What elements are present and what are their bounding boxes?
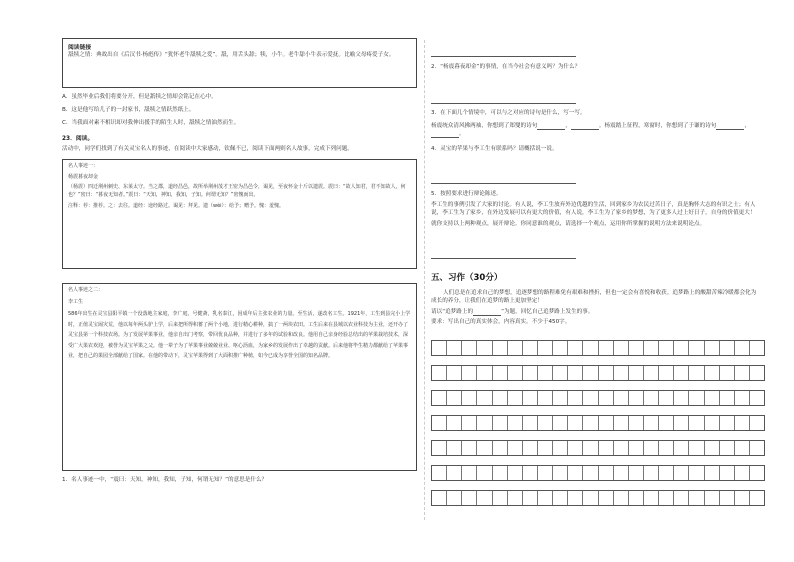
grid-cell[interactable] — [599, 391, 614, 405]
grid-cell[interactable] — [735, 491, 750, 505]
story1-body: （杨震）四迁荆州刺史、东莱太守。当之郡，道经昌邑，故所举荆州茂才王密为昌邑令，谒见，至夜怀金十斤以遗震。震曰：“故人知君，君不知故人，何也？”密曰：“暮夜无知者。”震曰：“天知，神知，我知，子知。何谓无知？”密愧而出。 — [68, 184, 406, 198]
right-column — [431, 38, 761, 326]
grid-cell[interactable] — [462, 416, 477, 430]
story1-box — [62, 159, 417, 269]
grid-cell[interactable] — [674, 416, 689, 430]
grid-cell[interactable] — [508, 341, 523, 355]
grid-cell[interactable] — [508, 441, 523, 455]
story2-label: 名人事迹之二： — [68, 287, 104, 293]
grid-cell[interactable] — [447, 391, 462, 405]
grid-cell[interactable] — [523, 491, 538, 505]
q3-comma-2: ， — [744, 123, 750, 129]
grid-cell[interactable] — [659, 491, 674, 505]
grid-cell[interactable] — [477, 491, 492, 505]
grid-cell[interactable] — [538, 366, 553, 380]
grid-cell[interactable] — [750, 416, 764, 430]
grid-cell[interactable] — [599, 441, 614, 455]
comp-title-blank[interactable] — [473, 309, 501, 316]
grid-cell[interactable] — [689, 491, 704, 505]
grid-cell[interactable] — [705, 341, 720, 355]
answer-line-1[interactable] — [431, 38, 761, 57]
grid-cell[interactable] — [599, 466, 614, 480]
grid-cell[interactable] — [720, 491, 735, 505]
grid-cell[interactable] — [523, 366, 538, 380]
grid-cell[interactable] — [750, 341, 764, 355]
grid-cell[interactable] — [432, 341, 447, 355]
grid-cell[interactable] — [568, 341, 583, 355]
grid-cell[interactable] — [568, 366, 583, 380]
grid-cell[interactable] — [462, 491, 477, 505]
grid-cell[interactable] — [432, 491, 447, 505]
question5-text: 李工生的事例引发了大家的讨论。有人说，李工生放弃外边优越的生活，回到家乡为农民过苦日子，真是胸怀大志的有识之士；有人说，李工生为了家乡，在外边发展可以有更大的价值，有人说，李工生为了家乡的梦想，为了更多人过上好日子，自身的价值更大！ — [431, 202, 756, 216]
grid-cell[interactable] — [583, 391, 598, 405]
grid-cell[interactable] — [674, 466, 689, 480]
grid-cell[interactable] — [432, 391, 447, 405]
grid-cell[interactable] — [477, 441, 492, 455]
grid-cell[interactable] — [614, 466, 629, 480]
grid-row[interactable] — [431, 490, 765, 506]
grid-cell[interactable] — [659, 341, 674, 355]
question3-scenario — [431, 122, 761, 138]
composition-intro: 人们总是在追求自己的梦想，追逐梦想的路程难免有艰难和挫折，但也一定会有喜悦和收获。追梦路上的酸甜苦辣冷暖都会化为成长的养分，让我们在追梦的路上更加坚定！ — [431, 290, 757, 304]
grid-cell[interactable] — [538, 416, 553, 430]
grid-cell[interactable] — [644, 341, 659, 355]
grid-cell[interactable] — [583, 441, 598, 455]
grid-cell[interactable] — [705, 391, 720, 405]
grid-cell[interactable] — [750, 466, 764, 480]
grid-row[interactable] — [431, 440, 765, 456]
grid-cell[interactable] — [508, 491, 523, 505]
grid-cell[interactable] — [644, 466, 659, 480]
grid-cell[interactable] — [493, 466, 508, 480]
grid-cell[interactable] — [583, 416, 598, 430]
story2-body: 586年出生在灵宝县阳平镇一个没落地主家庭，李广庭，号健斋，乳名泰江，因成年后主张农业的力量。至生活，遂改名工生。1921年，工生到县完小上学时，正值灵宝闹灾荒，他以每年两头驴上学，后来把所得积蓄了两个小地，进行精心耕种，搞了一两块农田。工生后来在县城以农业科技为主业，还开办了灵宝县第一个科技农场。为了发展苹果事业，他亲自出门考察，带回优良品种，并进行了多年的试验和改良。他用自己亲身经验总结出的苹果栽培技术，深受广大果农欢迎，被誉为灵宝苹果之父。他一辈子为了苹果事业兢兢业业、呕心沥血，为家乡的发展作出了卓越的贡献。后来他将毕生精力都献给了苹果事业，把自己的果园全部献给了国家。在他的带动下，灵宝苹果得到了大面积推广种植，如今已成为享誉全国的知名品牌。 — [68, 311, 411, 359]
q3-period: 。 — [459, 131, 465, 137]
composition-requirements: 要求：写出自己的真实体会，内容真实。不少于450字。 — [431, 319, 571, 325]
grid-cell[interactable] — [644, 366, 659, 380]
grid-cell[interactable] — [553, 366, 568, 380]
grid-cell[interactable] — [462, 341, 477, 355]
grid-cell[interactable] — [750, 491, 764, 505]
grid-cell[interactable] — [538, 341, 553, 355]
reading-link-box — [62, 38, 417, 88]
grid-cell[interactable] — [447, 416, 462, 430]
grid-cell[interactable] — [553, 491, 568, 505]
question2: 2．“杨震暮夜却金”的事情，在当今社会有意义吗？为什么？ — [431, 64, 581, 70]
grid-cell[interactable] — [659, 466, 674, 480]
grid-row[interactable] — [431, 340, 765, 356]
grid-cell[interactable] — [447, 441, 462, 455]
q23-intro: 活动中，同学们找到了有关灵宝名人的事迹，在阅读中大家感动，钦佩不已，阅读下面两则名人故事，完成下列问题。 — [62, 146, 353, 152]
grid-cell[interactable] — [720, 341, 735, 355]
grid-cell[interactable] — [523, 341, 538, 355]
grid-cell[interactable] — [493, 366, 508, 380]
grid-cell[interactable] — [659, 391, 674, 405]
grid-cell[interactable] — [599, 341, 614, 355]
question5: 5．按照要求进行辩论陈述。 — [431, 191, 502, 197]
question4: 4．灵宝的苹果与李工生有联系吗？请概括说一说。 — [431, 146, 558, 152]
grid-cell[interactable] — [493, 341, 508, 355]
grid-cell[interactable] — [659, 441, 674, 455]
question3: 3．在下面几个情境中，可以与之对应的诗句是什么，写一写。 — [431, 110, 586, 116]
grid-cell[interactable] — [538, 491, 553, 505]
grid-cell[interactable] — [477, 466, 492, 480]
grid-cell[interactable] — [629, 366, 644, 380]
grid-cell[interactable] — [553, 341, 568, 355]
grid-cell[interactable] — [659, 366, 674, 380]
grid-cell[interactable] — [720, 366, 735, 380]
grid-cell[interactable] — [583, 366, 598, 380]
grid-cell[interactable] — [477, 341, 492, 355]
grid-cell[interactable] — [689, 466, 704, 480]
grid-cell[interactable] — [462, 441, 477, 455]
story1-title: 杨震暮夜却金 — [68, 173, 99, 180]
grid-cell[interactable] — [462, 466, 477, 480]
story1-label: 名人事迹一： — [68, 163, 99, 169]
grid-cell[interactable] — [629, 491, 644, 505]
comp-task-suffix: ”为题，回忆自己追梦路上发生的事。 — [501, 309, 594, 315]
grid-cell[interactable] — [523, 416, 538, 430]
grid-cell[interactable] — [705, 441, 720, 455]
grid-cell[interactable] — [614, 366, 629, 380]
q23-title: 23．阅读。 — [62, 136, 94, 142]
q3-blank-1[interactable] — [537, 123, 565, 130]
grid-cell[interactable] — [447, 341, 462, 355]
grid-cell[interactable] — [629, 466, 644, 480]
grid-cell[interactable] — [568, 391, 583, 405]
reading-link-text: 舐犊之情：典故出自《后汉书·杨彪传》“犹怀老牛舐犊之爱”。舐，用舌头舔；犊，小牛。老牛舔小牛表示爱抚。比喻父母疼爱子女。 — [68, 52, 395, 58]
grid-cell[interactable] — [553, 466, 568, 480]
section5-title: 五、习作（30分） — [431, 273, 503, 283]
question5-task: 就你支持以上两种观点，展开辩论。你同意谁的观点，请选择一个观点，运用你所掌握的说明方法来说明论点。 — [431, 221, 706, 227]
grid-cell[interactable] — [508, 391, 523, 405]
grid-cell[interactable] — [614, 491, 629, 505]
q3-text-a: 杨震统众清风拂两袖，你想到了郑燮的诗句 — [431, 123, 538, 129]
grid-cell[interactable] — [493, 491, 508, 505]
grid-cell[interactable] — [629, 416, 644, 430]
grid-cell[interactable] — [447, 491, 462, 505]
grid-cell[interactable] — [493, 416, 508, 430]
grid-cell[interactable] — [432, 366, 447, 380]
story1-notes: 注释：荐：推荐。之：去往。道经：途经路过。谒见：拜见。遗（wèi）：给予；赠予。愧：羞愧。 — [68, 203, 285, 209]
grid-cell[interactable] — [689, 366, 704, 380]
grid-cell[interactable] — [629, 341, 644, 355]
grid-cell[interactable] — [720, 441, 735, 455]
grid-cell[interactable] — [674, 491, 689, 505]
grid-cell[interactable] — [508, 366, 523, 380]
grid-cell[interactable] — [689, 416, 704, 430]
grid-cell[interactable] — [674, 341, 689, 355]
grid-cell[interactable] — [735, 466, 750, 480]
grid-cell[interactable] — [735, 366, 750, 380]
q3-blank-4[interactable] — [431, 131, 459, 138]
grid-cell[interactable] — [568, 416, 583, 430]
grid-cell[interactable] — [644, 391, 659, 405]
composition-grid[interactable] — [431, 340, 765, 514]
q3-text-c: 。杨震踏上征程，寒窗时，你想到了于谦的诗句 — [598, 123, 717, 129]
grid-row[interactable] — [431, 465, 765, 481]
grid-cell[interactable] — [553, 416, 568, 430]
grid-cell[interactable] — [689, 391, 704, 405]
grid-cell[interactable] — [523, 441, 538, 455]
grid-cell[interactable] — [674, 366, 689, 380]
grid-cell[interactable] — [614, 391, 629, 405]
grid-cell[interactable] — [462, 391, 477, 405]
option-a: A．虽然毕业后我们将要分开，但是舐犊之情却会铭记在心中。 — [62, 94, 217, 100]
grid-cell[interactable] — [735, 341, 750, 355]
story2-box — [62, 283, 417, 471]
grid-cell[interactable] — [523, 466, 538, 480]
grid-cell[interactable] — [508, 416, 523, 430]
grid-row[interactable] — [431, 365, 765, 381]
grid-cell[interactable] — [447, 466, 462, 480]
grid-cell[interactable] — [568, 441, 583, 455]
grid-cell[interactable] — [432, 466, 447, 480]
q3-blank-3[interactable] — [716, 123, 744, 130]
option-c: C．当我面对素不相识却对我伸出援手的陌生人时，舐犊之情油然而生。 — [62, 120, 240, 126]
answer-line-5[interactable] — [431, 240, 761, 259]
answer-line-4[interactable] — [431, 165, 761, 184]
grid-cell[interactable] — [614, 341, 629, 355]
grid-cell[interactable] — [553, 441, 568, 455]
grid-cell[interactable] — [750, 366, 764, 380]
grid-cell[interactable] — [568, 491, 583, 505]
grid-cell[interactable] — [599, 366, 614, 380]
question1: 1．名人事迹一中，“震曰：天知，神知，我知，子知，何谓无知？”的意思是什么？ — [62, 477, 268, 483]
grid-cell[interactable] — [629, 441, 644, 455]
grid-cell[interactable] — [614, 441, 629, 455]
grid-cell[interactable] — [583, 491, 598, 505]
grid-cell[interactable] — [644, 416, 659, 430]
grid-row[interactable] — [431, 390, 765, 406]
grid-cell[interactable] — [493, 391, 508, 405]
grid-cell[interactable] — [720, 416, 735, 430]
comp-task-prefix: 请以“追梦路上的 — [431, 309, 474, 315]
answer-line-2[interactable] — [431, 85, 761, 104]
story2-title: 李工生 — [68, 298, 84, 305]
grid-cell[interactable] — [538, 441, 553, 455]
grid-cell[interactable] — [508, 466, 523, 480]
grid-cell[interactable] — [599, 416, 614, 430]
grid-cell[interactable] — [629, 391, 644, 405]
grid-cell[interactable] — [705, 366, 720, 380]
grid-cell[interactable] — [705, 466, 720, 480]
grid-cell[interactable] — [705, 416, 720, 430]
grid-cell[interactable] — [432, 416, 447, 430]
option-b: B．这是他写给儿子的一封家书，舐犊之情跃然纸上。 — [62, 107, 195, 113]
grid-cell[interactable] — [720, 466, 735, 480]
grid-cell[interactable] — [538, 466, 553, 480]
grid-cell[interactable] — [705, 491, 720, 505]
grid-cell[interactable] — [614, 416, 629, 430]
grid-cell[interactable] — [583, 466, 598, 480]
grid-cell[interactable] — [689, 341, 704, 355]
grid-cell[interactable] — [568, 466, 583, 480]
grid-cell[interactable] — [477, 416, 492, 430]
grid-cell[interactable] — [720, 391, 735, 405]
grid-cell[interactable] — [553, 391, 568, 405]
grid-cell[interactable] — [659, 416, 674, 430]
reading-link-title: 阅读链接 — [68, 45, 92, 51]
grid-cell[interactable] — [523, 391, 538, 405]
grid-cell[interactable] — [477, 366, 492, 380]
grid-cell[interactable] — [599, 491, 614, 505]
grid-cell[interactable] — [735, 416, 750, 430]
grid-cell[interactable] — [462, 366, 477, 380]
grid-cell[interactable] — [674, 391, 689, 405]
grid-cell[interactable] — [750, 441, 764, 455]
q3-blank-2[interactable] — [571, 123, 599, 130]
q3-comma-1: ， — [565, 123, 571, 129]
grid-cell[interactable] — [493, 441, 508, 455]
grid-cell[interactable] — [735, 441, 750, 455]
grid-cell[interactable] — [644, 441, 659, 455]
grid-cell[interactable] — [583, 341, 598, 355]
grid-cell[interactable] — [674, 441, 689, 455]
grid-cell[interactable] — [689, 441, 704, 455]
page-divider — [424, 40, 425, 520]
grid-cell[interactable] — [432, 441, 447, 455]
grid-cell[interactable] — [447, 366, 462, 380]
grid-row[interactable] — [431, 415, 765, 431]
grid-cell[interactable] — [735, 391, 750, 405]
grid-cell[interactable] — [750, 391, 764, 405]
composition-task — [431, 308, 761, 316]
left-column — [62, 38, 417, 484]
grid-cell[interactable] — [644, 491, 659, 505]
grid-cell[interactable] — [538, 391, 553, 405]
grid-cell[interactable] — [477, 391, 492, 405]
